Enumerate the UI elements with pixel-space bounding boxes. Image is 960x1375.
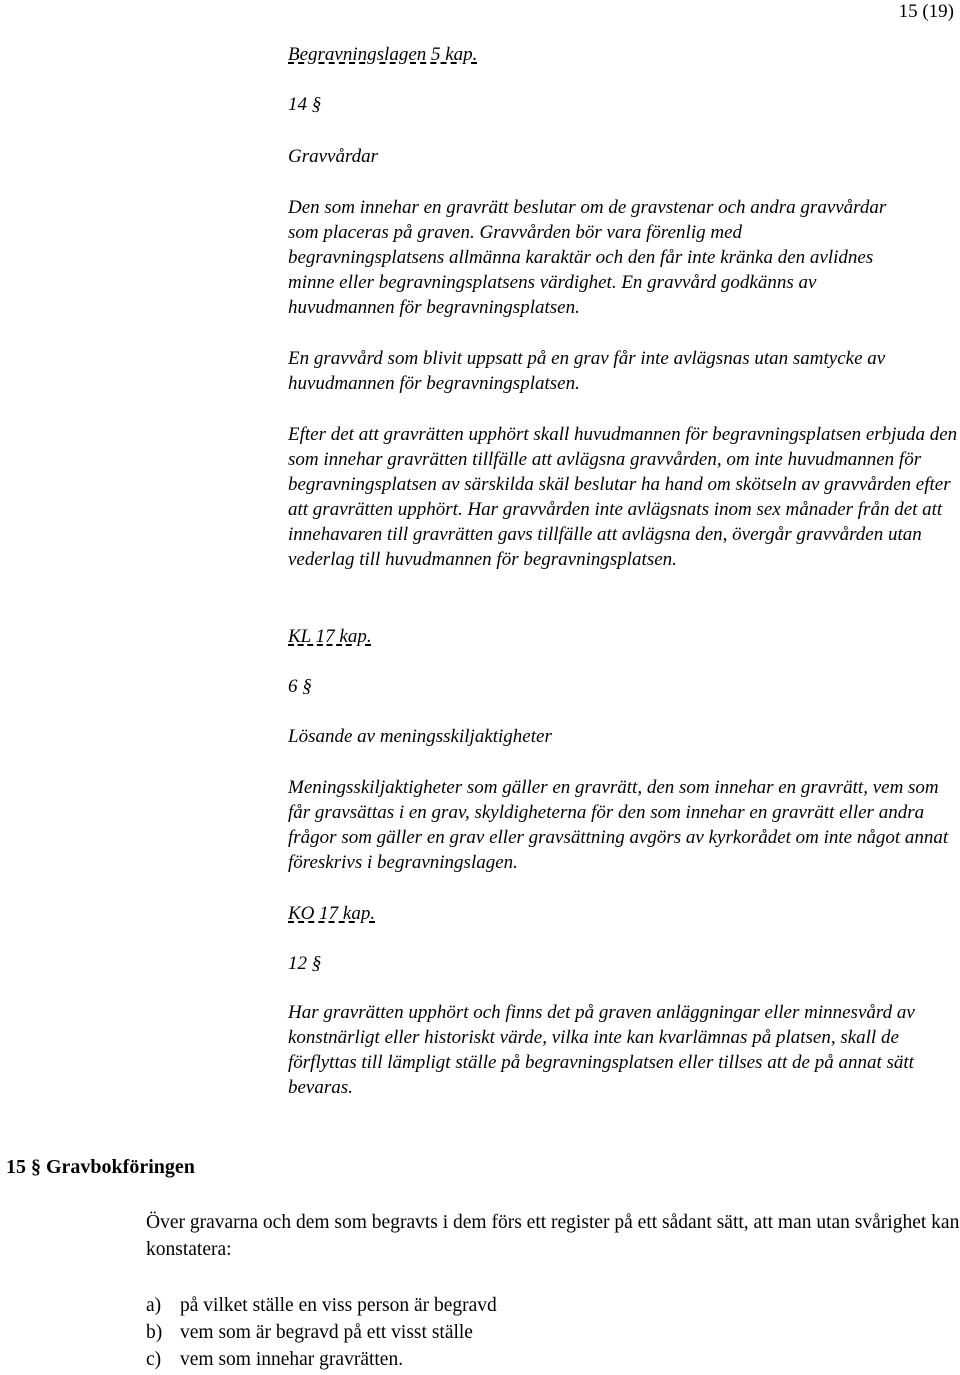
- kl-paragraph: Meningsskiljaktigheter som gäller en gravrätt, den som innehar en gravrätt, vem som får gravsättas i en grav, skyldigheterna för den som innehar en gravrätt eller andra frågor som gäller en grav eller gravsättning avgörs av kyrkorådet om inte något annat föreskrivs i begravningslagen.: [288, 777, 949, 873]
- list-item: [146, 1292, 497, 1319]
- begravningslagen-paragraph-1: Den som innehar en gravrätt beslutar om de gravstenar och andra gravvårdar som placeras på graven. Gravvården bör vara förenlig med begravningsplatsens allmänna karaktär och den får inte kränka den avlidnes minne eller begravningsplatsens värdighet. En gravvård godkänns av huvudmannen för begravningsplatsen.: [288, 197, 887, 318]
- begravningslagen-paragraph-2: En gravvård som blivit uppsatt på en grav får inte avlägsnas utan samtycke av huvudmannen för begravningsplatsen.: [288, 348, 886, 394]
- ko-paragraph: Har gravrätten upphört och finns det på graven anläggningar eller minnesvård av konstnärligt eller historiskt värde, vilka inte kan kvarlämnas på platsen, skall de förflyttas till lämpligt ställe på begravningsplatsen eller tillses att de på annat sätt bevaras.: [288, 1002, 915, 1098]
- list-item: [146, 1346, 497, 1373]
- begravningslagen-section: 14 §: [288, 94, 322, 115]
- ko-section: 12 §: [288, 953, 322, 974]
- kl-ref: KL 17 kap.: [288, 626, 372, 647]
- register-criteria-list: [146, 1292, 497, 1373]
- ko-ref: KO 17 kap.: [288, 903, 376, 924]
- list-marker: c): [146, 1349, 162, 1370]
- section-15-heading: 15 § Gravbokföringen: [6, 1156, 195, 1178]
- list-item-text: vem som innehar gravrätten.: [180, 1349, 404, 1370]
- section-15-intro: Över gravarna och dem som begravts i dem förs ett register på ett sådant sätt, att man utan svårighet kan konstatera:: [146, 1212, 960, 1260]
- kl-heading: Lösande av meningsskiljaktigheter: [288, 726, 552, 747]
- list-item-text: på vilket ställe en viss person är begravd: [180, 1295, 497, 1316]
- list-item-text: vem som är begravd på ett visst ställe: [180, 1322, 473, 1343]
- begravningslagen-ref: Begravningslagen 5 kap.: [288, 44, 478, 65]
- begravningslagen-heading: Gravvårdar: [288, 146, 379, 167]
- list-marker: a): [146, 1295, 162, 1316]
- list-item: [146, 1319, 497, 1346]
- kl-section: 6 §: [288, 676, 312, 697]
- list-marker: b): [146, 1322, 163, 1343]
- page-number: 15 (19): [898, 1, 954, 22]
- begravningslagen-paragraph-3: Efter det att gravrätten upphört skall huvudmannen för begravningsplatsen erbjuda den som innehar gravrätten tillfälle att avlägsna gravvården, om inte huvudmannen för begravningsplatsen av särskilda skäl beslutar ha hand om skötseln av gravvården efter att gravrätten upphört. Har gravvården inte avlägsnats inom sex månader från det att innehavaren till gravrätten gavs tillfälle att avlägsna den, övergår gravvården utan vederlag till huvudmannen för begravningsplatsen.: [288, 424, 958, 570]
